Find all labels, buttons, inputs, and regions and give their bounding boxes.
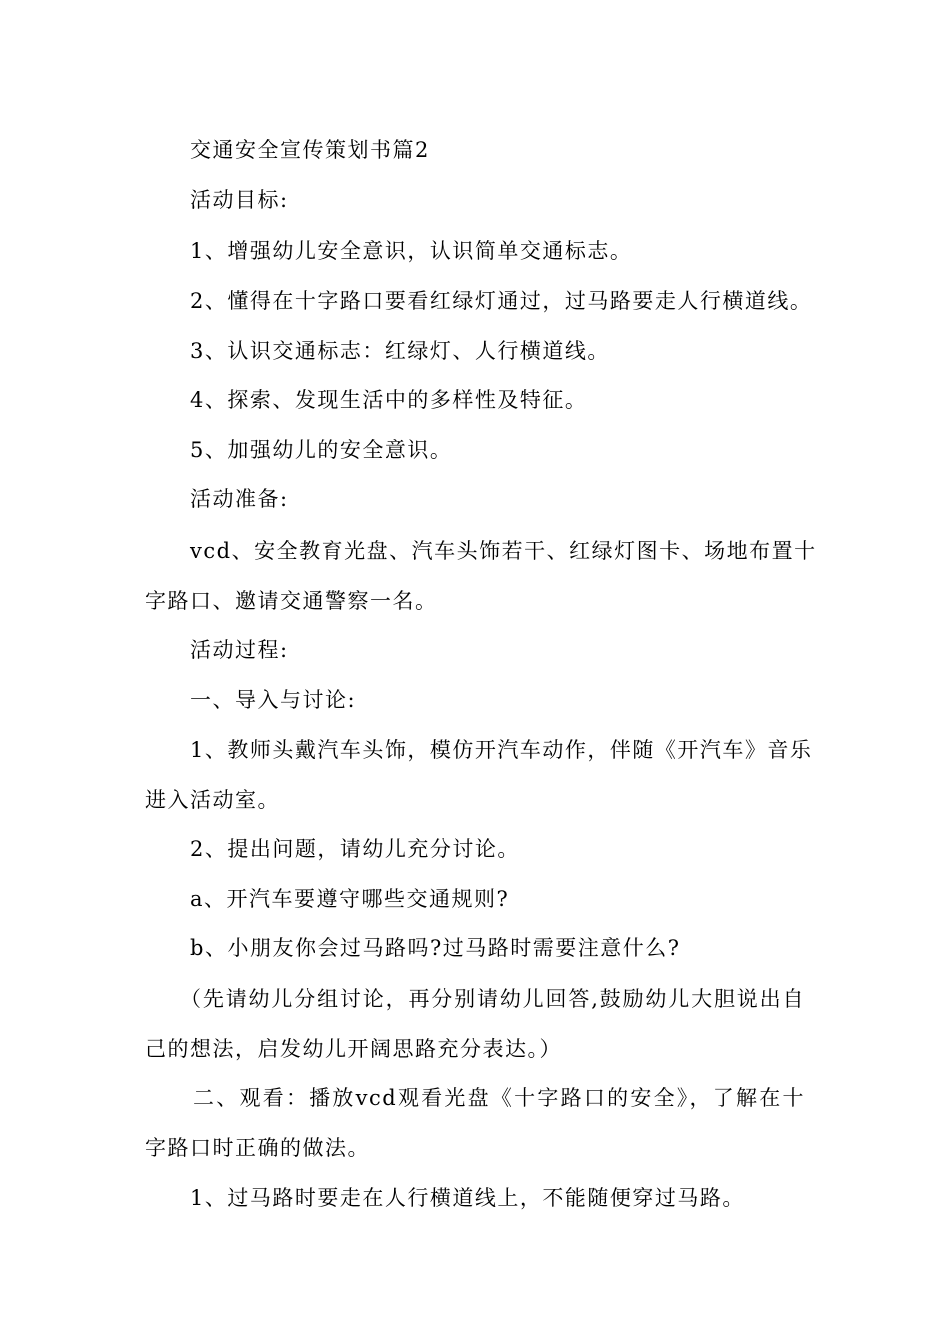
paragraph-line: 字路口时正确的做法。: [145, 1136, 370, 1160]
paragraph-line: 4、探索、发现生活中的多样性及特征。: [190, 388, 588, 412]
paragraph-line: 己的想法，启发幼儿开阔思路充分表达。）: [145, 1037, 562, 1061]
paragraph-line: 5、加强幼儿的安全意识。: [190, 438, 453, 462]
paragraph-line: 2、懂得在十字路口要看红绿灯通过，过马路要走人行横道线。: [190, 289, 813, 313]
paragraph-line: 3、认识交通标志：红绿灯、人行横道线。: [190, 339, 610, 363]
paragraph-line: 2、提出问题，请幼儿充分讨论。: [190, 837, 520, 861]
paragraph-line: 1、过马路时要走在人行横道线上，不能随便穿过马路。: [190, 1186, 745, 1210]
paragraph-line: 字路口、邀请交通警察一名。: [145, 589, 438, 613]
paragraph-line: （先请幼儿分组讨论，再分别请幼儿回答,鼓励幼儿大胆说出自: [180, 987, 805, 1011]
paragraph-line: 1、增强幼儿安全意识，认识简单交通标志。: [190, 239, 633, 263]
subsection-heading: 二、观看：播放vcd观看光盘《十字路口的安全》，了解在十: [193, 1086, 805, 1110]
paragraph-line: 1、教师头戴汽车头饰，模仿开汽车动作，伴随《开汽车》音乐: [190, 738, 813, 762]
paragraph-line: a、开汽车要遵守哪些交通规则?: [190, 887, 510, 911]
section-heading: 活动过程:: [190, 638, 289, 662]
section-heading: 活动准备:: [190, 487, 289, 511]
subsection-heading: 一、导入与讨论:: [190, 688, 357, 712]
paragraph-line: 进入活动室。: [145, 788, 280, 812]
document-title: 交通安全宣传策划书篇2: [190, 138, 430, 162]
paragraph-line: vcd、安全教育光盘、汽车头饰若干、红绿灯图卡、场地布置十: [190, 539, 817, 563]
paragraph-line: b、小朋友你会过马路吗?过马路时需要注意什么?: [190, 936, 681, 960]
section-heading: 活动目标:: [190, 188, 289, 212]
